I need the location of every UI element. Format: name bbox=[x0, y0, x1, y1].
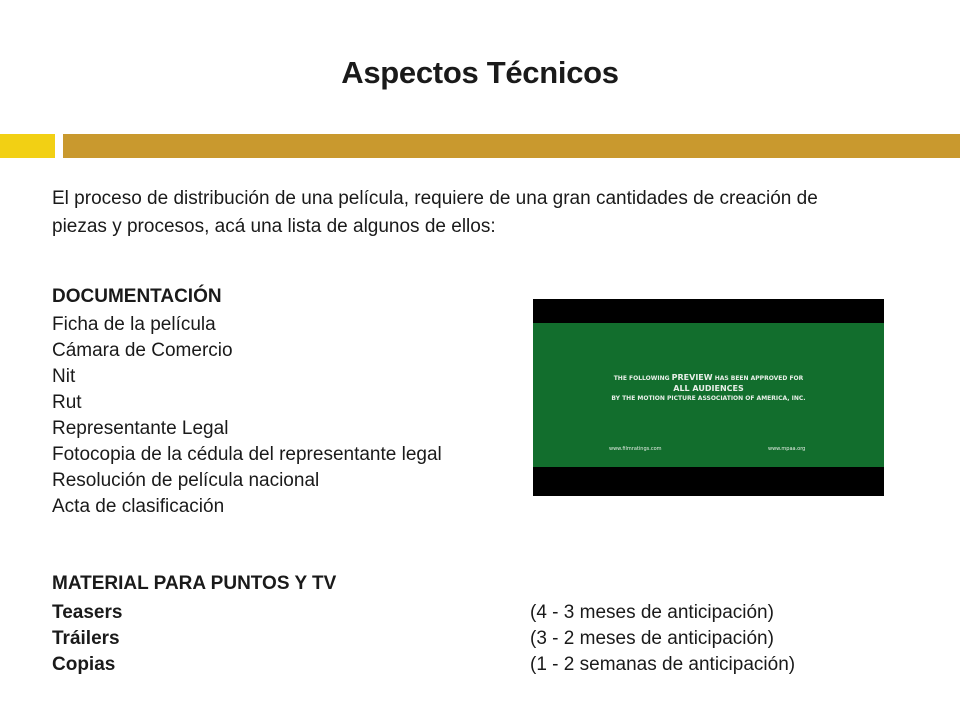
list-item bbox=[52, 652, 832, 678]
accent-bar-yellow bbox=[0, 134, 55, 158]
material-heading: MATERIAL PARA PUNTOS Y TV bbox=[52, 573, 337, 594]
list-item: Resolución de película nacional bbox=[52, 470, 320, 491]
rating-line-1-pre: THE FOLLOWING bbox=[613, 375, 670, 382]
documentation-list bbox=[52, 312, 442, 520]
list-item: Ficha de la película bbox=[52, 314, 216, 335]
rating-line-1-bold: PREVIEW bbox=[671, 373, 713, 382]
material-name: Copias bbox=[52, 654, 116, 675]
rating-line-1 bbox=[533, 373, 884, 384]
rating-card-background bbox=[533, 323, 884, 467]
rating-line-2: ALL AUDIENCES bbox=[673, 384, 744, 393]
material-list bbox=[52, 600, 832, 678]
list-item: Rut bbox=[52, 392, 82, 413]
rating-line-1-post: HAS BEEN APPROVED FOR bbox=[714, 375, 804, 382]
rating-url-left: www.filmratings.com bbox=[609, 446, 662, 452]
rating-line-3: BY THE MOTION PICTURE ASSOCIATION OF AMERICA, INC. bbox=[611, 395, 806, 402]
list-item: Acta de clasificación bbox=[52, 496, 225, 517]
material-lead-time: (3 - 2 meses de anticipación) bbox=[530, 628, 774, 649]
material-name: Teasers bbox=[52, 602, 123, 623]
rating-card-text bbox=[533, 373, 884, 404]
material-lead-time: (4 - 3 meses de anticipación) bbox=[530, 602, 774, 623]
list-item bbox=[52, 626, 832, 652]
rating-card-image bbox=[533, 299, 884, 496]
list-item: Nit bbox=[52, 366, 76, 387]
list-item: Cámara de Comercio bbox=[52, 340, 233, 361]
list-item bbox=[52, 600, 832, 626]
documentation-heading: DOCUMENTACIÓN bbox=[52, 286, 222, 307]
material-lead-time: (1 - 2 semanas de anticipación) bbox=[530, 654, 796, 675]
list-item: Fotocopia de la cédula del representante legal bbox=[52, 444, 442, 465]
intro-paragraph: El proceso de distribución de una película, requiere de una gran cantidades de creación de piezas y procesos, acá una lista de algunos de ellos: bbox=[52, 188, 818, 237]
rating-url-right: www.mpaa.org bbox=[768, 446, 806, 452]
accent-bar-gold bbox=[63, 134, 960, 158]
slide-title: Aspectos Técnicos bbox=[341, 55, 619, 90]
material-name: Tráilers bbox=[52, 628, 120, 649]
list-item: Representante Legal bbox=[52, 418, 229, 439]
